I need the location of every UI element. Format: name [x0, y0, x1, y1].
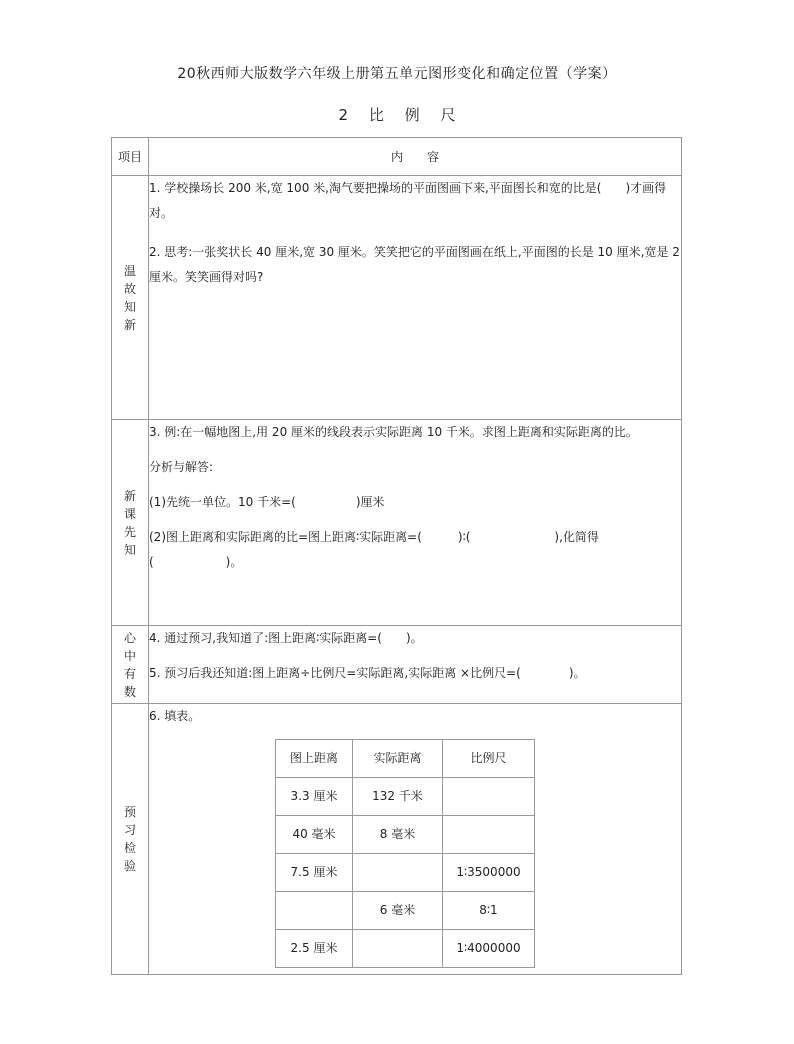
header-map-distance: 图上距离: [276, 740, 353, 778]
question-3: 3. 例:在一幅地图上,用 20 厘米的线段表示实际距离 10 千米。求图上距离和实际距离的比。: [149, 425, 638, 439]
question-4: 4. 通过预习,我知道了:图上距离∶实际距离=( )。: [149, 631, 423, 645]
column-header-item: 项目: [112, 138, 149, 176]
section-content: [149, 420, 682, 626]
table-row: [276, 854, 535, 892]
header-scale: 比例尺: [443, 740, 535, 778]
section-label: 心中有数: [112, 626, 149, 704]
scale-cell: 1∶4000000: [443, 930, 535, 968]
actual-distance-cell: [353, 854, 443, 892]
table-row: [276, 892, 535, 930]
scale-cell: 8∶1: [443, 892, 535, 930]
analysis-heading: 分析与解答:: [149, 460, 214, 474]
lesson-name-char: 尺: [440, 106, 456, 124]
question-5: 5. 预习后我还知道:图上距离÷比例尺=实际距离,实际距离 ×比例尺=( )。: [149, 666, 586, 680]
column-header-content: 内 容: [149, 138, 682, 176]
step-2: (2)图上距离和实际距离的比=图上距离∶实际距离=( )∶( ),化简得( )。: [149, 530, 599, 569]
question-1: 1. 学校操场长 200 米,宽 100 米,淘气要把操场的平面图画下来,平面图长和宽的比是( )才画得对。: [149, 181, 667, 220]
actual-distance-cell: [353, 930, 443, 968]
table-row: [276, 930, 535, 968]
section-label: 新课先知: [112, 420, 149, 626]
step-1: (1)先统一单位。10 千米=( )厘米: [149, 495, 385, 509]
actual-distance-cell: 6 毫米: [353, 892, 443, 930]
lesson-title: [0, 104, 794, 125]
map-distance-cell: 40 毫米: [276, 816, 353, 854]
lesson-name-char: 比: [368, 106, 384, 124]
section-label: 预习检验: [112, 704, 149, 975]
lesson-number: 2: [338, 106, 349, 124]
fill-in-table: [275, 739, 535, 968]
study-guide-table: [111, 137, 682, 975]
section-check: [112, 704, 682, 975]
actual-distance-cell: 8 毫米: [353, 816, 443, 854]
map-distance-cell: 3.3 厘米: [276, 778, 353, 816]
map-distance-cell: 7.5 厘米: [276, 854, 353, 892]
table-row: [276, 778, 535, 816]
lesson-name-char: 例: [404, 106, 420, 124]
header-actual-distance: 实际距离: [353, 740, 443, 778]
section-content: [149, 704, 682, 975]
section-new-lesson: [112, 420, 682, 626]
document-title: 20秋西师大版数学六年级上册第五单元图形变化和确定位置（学案）: [177, 66, 617, 82]
table-header-row: [112, 138, 682, 176]
scale-cell: [443, 778, 535, 816]
question-6: 6. 填表。: [149, 709, 201, 723]
section-content: [149, 626, 682, 704]
table-row: [276, 816, 535, 854]
scale-cell: 1∶3500000: [443, 854, 535, 892]
actual-distance-cell: 132 千米: [353, 778, 443, 816]
section-label: 温故知新: [112, 176, 149, 420]
fill-table-header: [276, 740, 535, 778]
scale-cell: [443, 816, 535, 854]
section-content: [149, 176, 682, 420]
section-know: [112, 626, 682, 704]
map-distance-cell: [276, 892, 353, 930]
map-distance-cell: 2.5 厘米: [276, 930, 353, 968]
question-2: 2. 思考:一张奖状长 40 厘米,宽 30 厘米。笑笑把它的平面图画在纸上,平面图的长是 10 厘米,宽是 2 厘米。笑笑画得对吗?: [149, 245, 680, 284]
section-review: [112, 176, 682, 420]
